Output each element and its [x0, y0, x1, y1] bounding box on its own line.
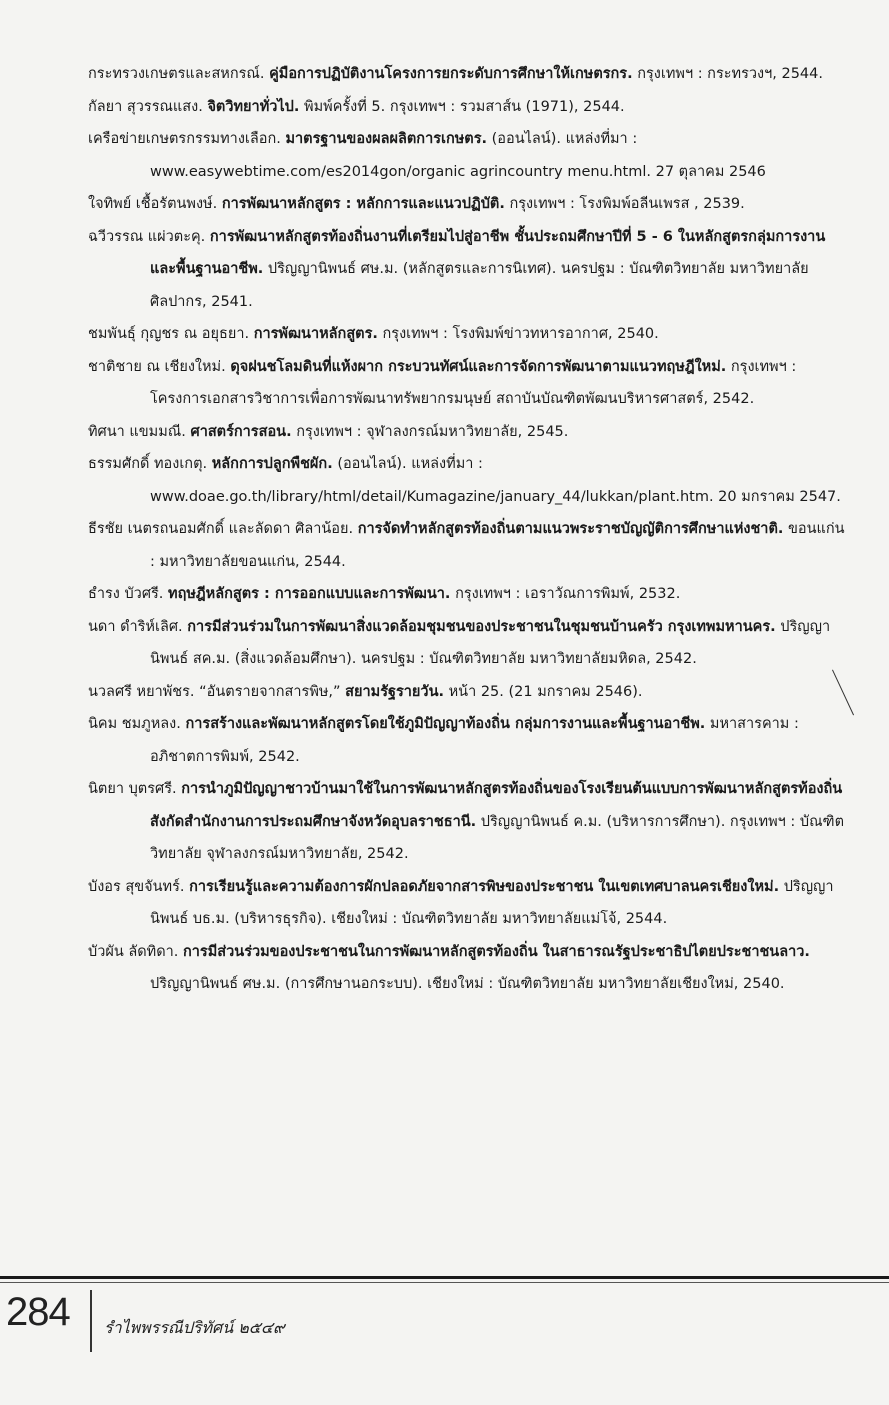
- reference-entry: [88, 448, 848, 513]
- reference-title: ดุจฝนชโลมดินที่แห้งผาก กระบวนทัศน์และการจัดการพัฒนาตามแนวทฤษฎีใหม่.: [230, 358, 727, 375]
- reference-title: การมีส่วนร่วมของประชาชนในการพัฒนาหลักสูตรท้องถิ่น ในสาธารณรัฐประชาธิปไตยประชาชนลาว.: [183, 943, 810, 960]
- reference-entry: [88, 318, 848, 351]
- journal-name: รำไพพรรณีปริทัศน์ ๒๕๔๙: [104, 1318, 285, 1337]
- reference-title: การมีส่วนร่วมในการพัฒนาสิ่งแวดล้อมชุมชนของประชาชนในชุมชนบ้านครัว กรุงเทพมหานคร.: [187, 618, 776, 635]
- reference-publication: พิมพ์ครั้งที่ 5. กรุงเทพฯ : รวมสาส์น (1971), 2544.: [304, 98, 625, 115]
- reference-title: จิตวิทยาทั่วไป.: [207, 98, 300, 115]
- reference-title: การพัฒนาหลักสูตรท้องถิ่นงานที่เตรียมไปสู่อาชีพ ชั้นประถมศึกษาปีที่ 5 - 6 ในหลักสูตรกลุ่มการงานและพื้นฐานอาชีพ.: [150, 228, 826, 277]
- reference-entry: [88, 676, 848, 709]
- reference-author: ใจทิพย์ เชื้อรัตนพงษ์.: [88, 196, 218, 212]
- reference-entry: [88, 611, 848, 676]
- reference-author: นวลศรี หยาพัชร. “อันตรายจากสารพิษ,”: [88, 683, 341, 700]
- reference-publication: ขอนแก่น : มหาวิทยาลัยขอนแก่น, 2544.: [150, 521, 845, 570]
- bibliography-list: [88, 58, 848, 1001]
- reference-author: บัวผัน ลัดทิดา.: [88, 943, 179, 960]
- reference-publication: ปริญญานิพนธ์ บธ.ม. (บริหารธุรกิจ). เชียงใหม่ : บัณฑิตวิทยาลัย มหาวิทยาลัยแม่โจ้, 2544.: [150, 878, 834, 927]
- reference-publication: หน้า 25. (21 มกราคม 2546).: [448, 683, 643, 700]
- reference-entry: [88, 188, 848, 221]
- reference-title: มาตรฐานของผลผลิตการเกษตร.: [285, 131, 488, 147]
- reference-publication: มหาสารคาม : อภิชาตการพิมพ์, 2542.: [150, 716, 799, 765]
- reference-title: คู่มือการปฏิบัติงานโครงการยกระดับการศึกษาให้เกษตรกร.: [269, 66, 633, 82]
- footer-rule-thick: [0, 1276, 889, 1279]
- reference-publication: กรุงเทพฯ : โรงพิมพ์ข่าวทหารอากาศ, 2540.: [382, 326, 659, 342]
- reference-entry: [88, 416, 848, 449]
- reference-author: กัลยา สุวรรณแสง.: [88, 98, 203, 115]
- reference-publication: กรุงเทพฯ : โรงพิมพ์อลีนเพรส , 2539.: [509, 196, 745, 212]
- reference-entry: [88, 351, 848, 416]
- reference-entry: [88, 708, 848, 773]
- reference-publication: ปริญญานิพนธ์ ค.ม. (บริหารการศึกษา). กรุงเทพฯ : บัณฑิตวิทยาลัย จุฬาลงกรณ์มหาวิทยาลัย, 2542.: [150, 813, 845, 862]
- reference-publication: (ออนไลน์). แหล่งที่มา : www.easywebtime.com/es2014gon/organic agrincountry menu.html. 27 ตุลาคม 2546: [150, 131, 766, 180]
- reference-entry: [88, 578, 848, 611]
- reference-entry: [88, 513, 848, 578]
- reference-author: ธรรมศักดิ์ ทองเกตุ.: [88, 456, 208, 472]
- reference-publication: (ออนไลน์). แหล่งที่มา : www.doae.go.th/library/html/detail/Kumagazine/january_44/lukkan/plant.htm. 20 มกราคม 2547.: [150, 456, 841, 505]
- reference-author: ชมพันธุ์ กุญชร ณ อยุธยา.: [88, 326, 250, 342]
- reference-author: บังอร สุขจันทร์.: [88, 878, 185, 895]
- page-number: 284: [6, 1290, 70, 1334]
- footer-divider: [90, 1290, 92, 1352]
- reference-title: การนำภูมิปัญญาชาวบ้านมาใช้ในการพัฒนาหลักสูตรท้องถิ่นของโรงเรียนต้นแบบการพัฒนาหลักสูตรท้องถิ่น สังกัดสำนักงานการประถมศึกษาจังหวัดอุบลราชธานี.: [150, 781, 843, 830]
- reference-author: ชาติชาย ณ เชียงใหม่.: [88, 358, 226, 375]
- reference-entry: [88, 773, 848, 871]
- reference-author: นิตยา บุตรศรี.: [88, 781, 177, 797]
- reference-title: การจัดทำหลักสูตรท้องถิ่นตามแนวพระราชบัญญัติการศึกษาแห่งชาติ.: [357, 521, 784, 537]
- reference-entry: [88, 123, 848, 188]
- reference-publication: ปริญญานิพนธ์ ศษ.ม. (หลักสูตรและการนิเทศ). นครปฐม : บัณฑิตวิทยาลัย มหาวิทยาลัยศิลปากร, 2541.: [150, 261, 809, 310]
- reference-publication: กรุงเทพฯ : จุฬาลงกรณ์มหาวิทยาลัย, 2545.: [296, 423, 569, 440]
- reference-author: ธำรง บัวศรี.: [88, 586, 164, 602]
- reference-author: กระทรวงเกษตรและสหกรณ์.: [88, 66, 265, 82]
- reference-author: นดา ดำริห์เลิศ.: [88, 618, 183, 635]
- reference-entry: [88, 871, 848, 936]
- reference-entry: [88, 58, 848, 91]
- reference-author: ธีรชัย เนตรถนอมศักดิ์ และลัดดา ศิลาน้อย.: [88, 521, 354, 537]
- reference-publication: ปริญญานิพนธ์ สค.ม. (สิ่งแวดล้อมศึกษา). นครปฐม : บัณฑิตวิทยาลัย มหาวิทยาลัยมหิดล, 2542.: [150, 618, 831, 667]
- reference-publication: กรุงเทพฯ : เอราวัณการพิมพ์, 2532.: [455, 586, 681, 602]
- reference-publication: กรุงเทพฯ : โครงการเอกสารวิชาการเพื่อการพัฒนาทรัพยากรมนุษย์ สถาบันบัณฑิตพัฒนบริหารศาสตร์, 2542.: [150, 358, 797, 407]
- reference-author: ทิศนา แขมมณี.: [88, 423, 186, 440]
- reference-title: การเรียนรู้และความต้องการผักปลอดภัยจากสารพิษของประชาชน ในเขตเทศบาลนครเชียงใหม่.: [189, 878, 780, 895]
- reference-entry: [88, 936, 848, 1001]
- reference-entry: [88, 221, 848, 319]
- reference-entry: [88, 91, 848, 124]
- reference-author: ฉวีวรรณ แผ่วตะคุ.: [88, 228, 206, 245]
- reference-publication: กรุงเทพฯ : กระทรวงฯ, 2544.: [637, 66, 823, 82]
- footer-rule-thin: [0, 1282, 889, 1283]
- reference-title: การสร้างและพัฒนาหลักสูตรโดยใช้ภูมิปัญญาท้องถิ่น กลุ่มการงานและพื้นฐานอาชีพ.: [185, 716, 706, 732]
- reference-author: เครือข่ายเกษตรกรรมทางเลือก.: [88, 131, 281, 147]
- reference-publication: ปริญญานิพนธ์ ศษ.ม. (การศึกษานอกระบบ). เชียงใหม่ : บัณฑิตวิทยาลัย มหาวิทยาลัยเชียงใหม่, 2540.: [150, 976, 785, 992]
- reference-title: ทฤษฎีหลักสูตร : การออกแบบและการพัฒนา.: [168, 586, 451, 602]
- reference-title: สยามรัฐรายวัน.: [345, 683, 444, 700]
- reference-author: นิคม ชมภูหลง.: [88, 716, 181, 732]
- reference-title: หลักการปลูกพืชผัก.: [211, 456, 333, 472]
- reference-title: ศาสตร์การสอน.: [190, 423, 292, 440]
- reference-title: การพัฒนาหลักสูตร : หลักการและแนวปฏิบัติ.: [221, 196, 505, 212]
- reference-title: การพัฒนาหลักสูตร.: [253, 326, 378, 342]
